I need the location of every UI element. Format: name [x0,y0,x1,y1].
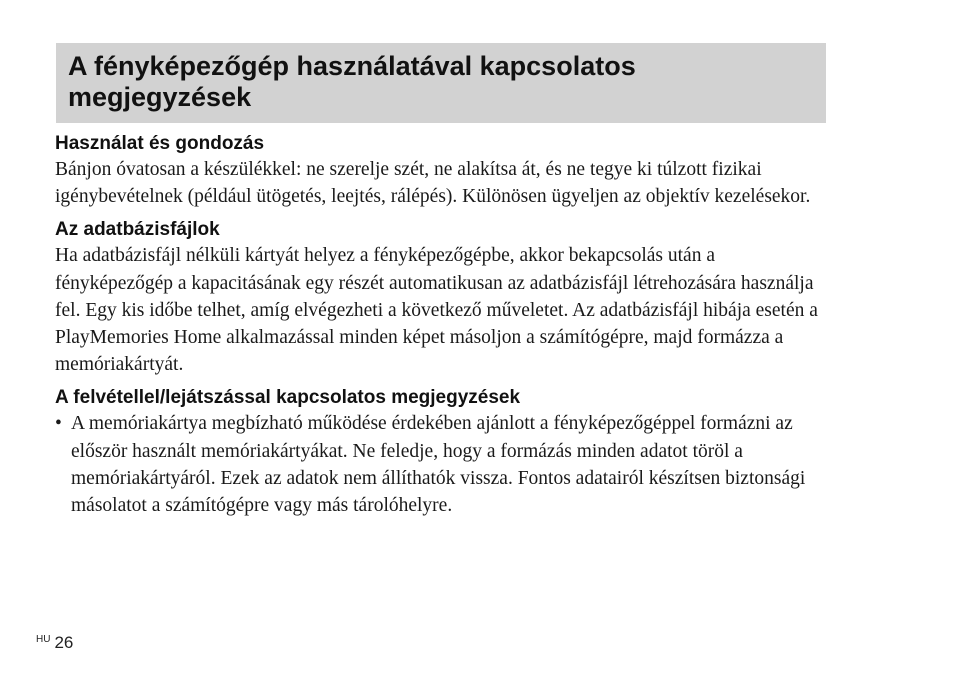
page-title: A fényképezőgép használatával kapcsolatos megjegyzések [68,51,636,112]
page-number: 26 [54,633,74,652]
section-use-and-care [55,132,835,210]
list-item [55,410,835,519]
section-heading: Az adatbázisfájlok [55,219,220,241]
list-item-text: A memóriakártya megbízható működése érdekében ajánlott a fényképezőgéppel formázni az először használt memóriakártyákat. Ne feledje, hogy a formázás minden adatot töröl a memóriakártyáról. Ezek az adatok nem állíthatók vissza. Fontos adatairól készítsen biztonsági másolatot a számítógépre vagy más tárolóhelyre. [71,413,806,517]
language-code: HU [36,634,51,645]
section-paragraph: Ha adatbázisfájl nélküli kártyát helyez a fényképezőgépbe, akkor bekapcsolás után a fényképezőgép a kapacitásának egy részét automatikusan az adatbázisfájl létrehozására használja fel. Egy kis időbe telhet, amíg elvégezheti a következő műveletet. Az adatbázisfájl hibája esetén a PlayMemories Home alkalmazással minden képet másoljon a számítógépre, majd formázza a memóriakártyát. [55,245,818,376]
section-recording-playback-notes [55,386,835,519]
notes-list [55,410,835,519]
section-database-files [55,218,835,378]
page-title-band [56,43,826,123]
bullet-icon: • [55,413,62,435]
section-heading: Használat és gondozás [55,133,265,154]
section-paragraph: Bánjon óvatosan a készülékkel: ne szerelje szét, ne alakítsa át, és ne tegye ki túlzott fizikai igénybevételnek (például ütögetés, leejtés, rálépés). Különösen ügyeljen az objektív kezelésekor. [55,159,811,208]
section-heading: A felvétellel/lejátszással kapcsolatos megjegyzések [55,387,521,409]
page-footer [36,633,73,653]
document-body [55,132,835,519]
